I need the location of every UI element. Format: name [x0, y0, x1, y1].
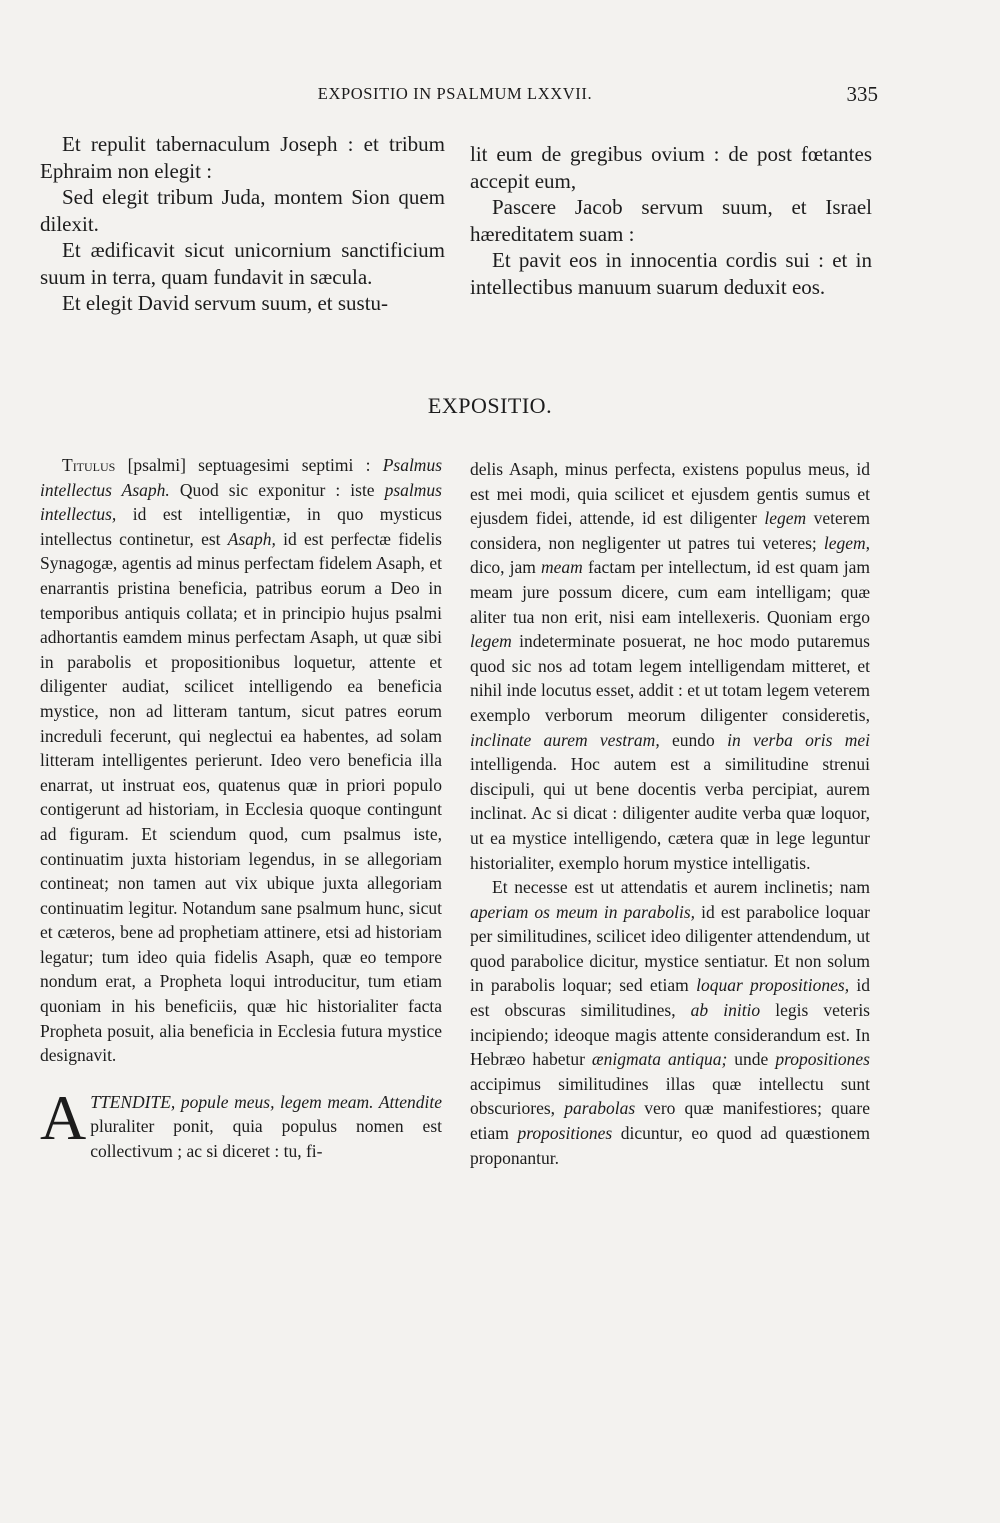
italic-run: inclinate aurem vestram, — [470, 729, 660, 750]
italic-run: legem, — [823, 532, 870, 553]
text-run: Quod sic exponitur : iste — [169, 479, 385, 500]
psalm-verse: Et ædificavit sicut unicornium sanctificium suum in terra, quam fundavit in sæcula. — [40, 238, 445, 289]
titulus-word: Titulus — [62, 455, 116, 475]
text-run: eundo — [659, 729, 728, 750]
italic-run: meam — [541, 557, 583, 578]
italic-run: ænigmata antiqua; — [591, 1049, 728, 1070]
italic-run: loquar propositiones, — [696, 975, 850, 996]
drop-cap: A — [40, 1081, 87, 1153]
commentary-paragraph — [470, 875, 870, 1170]
italic-run: propositiones — [775, 1049, 870, 1070]
page-number: 335 — [846, 82, 878, 106]
italic-run: aperiam os meum in parabolis, — [470, 901, 696, 922]
text-run: dico, jam — [470, 557, 542, 578]
text-run: dicuntur, eo quod ad quæstionem proponantur. — [470, 1123, 870, 1168]
italic-run: legem — [470, 631, 512, 652]
italic-run: psalmus intellectus, — [40, 479, 442, 525]
italic-run: Psalmus intellectus Asaph. — [40, 455, 442, 500]
text-run: vero quæ manifestiores; quare etiam — [470, 1098, 870, 1144]
text-run: id est intelligentiæ, in quo mysticus intellectus continetur, est — [40, 504, 442, 549]
psalm-verses-right — [470, 141, 872, 300]
page-header — [40, 82, 878, 110]
italic-run: TTENDITE, popule meus, legem meam. Attendite — [90, 1091, 442, 1112]
psalm-verse: lit eum de gregibus ovium : de post fœtantes accepit eum, — [470, 142, 872, 193]
psalm-verses-left — [40, 131, 445, 317]
italic-run: ab initio — [690, 1000, 761, 1021]
commentary-paragraph — [470, 457, 870, 875]
italic-run: parabolas — [564, 1098, 636, 1119]
text-run: delis Asaph, minus perfecta, existens populus meus, id est mei modi, quia scilicet et ejusdem gentis sumus et ejusdem fidei, attende, id est diligenter — [470, 459, 870, 529]
text-run: id est perfectæ fidelis Synagogæ, agentis ad minus perfectam fidelem Asaph, et enarrantis pristina beneficia, patribus eorum a Deo in temporibus antiquis collata; et in principio hujus psalmi adhortantis eamdem minus perfectam Asaph, ut quæ sibi in parabolis et propositionibus loquetur, attente et diligenter audiat, scilicet intelligendo ea beneficia mystice, non ad litteram tantum, sicut patres eorum increduli fecerunt, qui neglectui ea habentes, ad solam litteram intelligentes perierunt. Ideo vero beneficia illa enarrat, ut instruat eos, quatenus quæ in priori populo contigerunt ad historiam, in Ecclesia quoque contingunt ad figuram. Et sciendum quod, cum psalmus iste, continuatim juxta historiam legendus, in se allegoriam contineat; non tamen aut vix ubique juxta allegoriam continuatim legitur. Notandum sane psalmum hunc, sicut et cæteros, bene ad prophetiam attinere, etsi ad historiam legatur; tum ideo quia fidelis Asaph, quæ eo tempore nondum erat, a Propheta loqui introducitur, tum etiam quoniam in his beneficiis, quæ hic historialiter facta Propheta posuit, alia beneficia in Ecclesia futura mystice designavit. — [40, 528, 442, 1066]
text-run: pluraliter ponit, quia populus nomen est collectivum ; ac si diceret : tu, fi- — [90, 1116, 442, 1162]
text-run: id est parabolice loquar per similitudines, scilicet ideo diligenter attendendum, ut quod parabolice dicitur, mystice sentiatur. Et non solum in parabolis loquar; sed etiam — [470, 901, 870, 996]
psalm-verse: Sed elegit tribum Juda, montem Sion quem dilexit. — [40, 185, 445, 236]
text-run: intelligenda. Hoc autem est a similitudine strenui discipuli, qui ut bene docentis verba percipiat, aurem inclinat. Ac si dicat : diligenter audite verba quæ loquor, ut ea mystice intelligendo, cætera quæ in lege leguntur historialiter, exemplo horum mystice intelligatis. — [470, 754, 870, 873]
section-title: EXPOSITIO. — [427, 393, 553, 418]
text-run: legis veteris incipiendo; ideoque magis attente considerandum est. In Hebræo habetur — [470, 1000, 870, 1070]
titulus-paragraph — [40, 453, 442, 1068]
italic-run: Asaph, — [227, 528, 276, 549]
italic-run: legem — [764, 508, 807, 529]
italic-run: propositiones — [517, 1123, 613, 1144]
running-head: EXPOSITIO IN PSALMUM LXXVII. — [317, 84, 593, 103]
commentary-right-column — [470, 457, 870, 1170]
text-run: unde — [727, 1049, 776, 1070]
text-run: [psalmi] septuagesimi septimi : — [115, 455, 383, 475]
text-run: veterem considera, non negligenter ut patres tui veteres; — [470, 508, 870, 553]
text-run: indeterminate posuerat, ne hoc modo putaremus quod sic nos ad totam legem intelligendam mitteret, et nihil inde locutus esset, addit : et ut totam legem veterem exemplo verborum meorum diligenter consideretis, — [470, 631, 870, 725]
psalm-verse: Et pavit eos in innocentia cordis sui : et in intellectibus manuum suarum deduxit eos. — [470, 248, 872, 299]
text-run: accipimus similitudines illas quæ intellectu sunt obscuriores, — [470, 1073, 870, 1119]
psalm-verse: Et elegit David servum suum, et sustu- — [62, 291, 389, 315]
psalm-verse: Pascere Jacob servum suum, et Israel hæreditatem suam : — [470, 195, 872, 246]
commentary-left-column — [40, 453, 442, 1164]
psalm-verse: Et repulit tabernaculum Joseph : et tribum Ephraim non elegit : — [40, 132, 445, 183]
italic-run: in verba oris mei — [727, 729, 870, 750]
text-run: Et necesse est ut attendatis et aurem inclinetis; nam — [492, 877, 870, 898]
attendite-paragraph — [40, 1081, 442, 1164]
text-run: id est obscuras similitudines, — [470, 975, 870, 1021]
text-run: factam per intellectum, id est quam jam meam jure possum dicere, cum eam intelligam; quæ aliter tua non erit, nisi eam intellexeris. Quoniam ergo — [470, 557, 870, 627]
